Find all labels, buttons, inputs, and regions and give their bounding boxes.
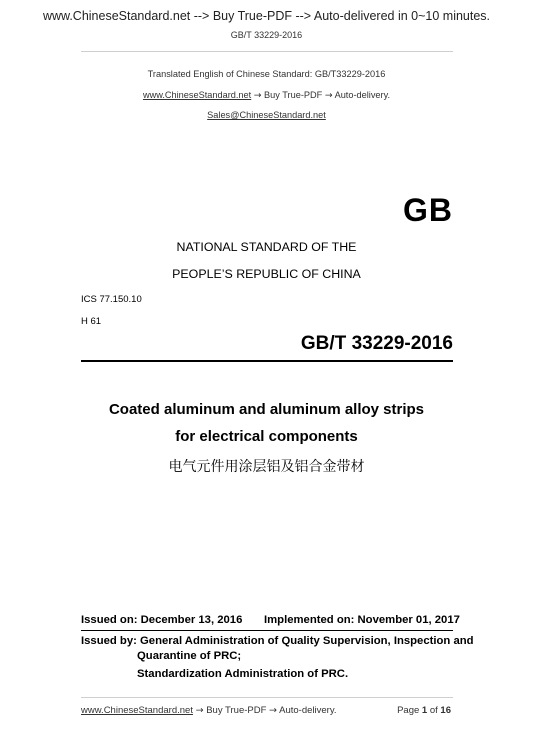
issue-divider: [81, 630, 453, 631]
implemented-on: Implemented on: November 01, 2017: [264, 614, 460, 626]
footer-divider: [81, 697, 453, 698]
buy-pdf-text: Buy True-PDF: [264, 90, 323, 100]
page-current: 1: [421, 705, 428, 716]
page-label: Page: [397, 705, 420, 716]
email-link[interactable]: Sales@ChineseStandard.net: [207, 110, 326, 120]
standard-number: GB/T 33229-2016: [300, 333, 453, 354]
translation-note: Translated English of Chinese Standard: GB/T33229-2016: [147, 69, 386, 79]
issued-on: Issued on: December 13, 2016: [81, 614, 243, 626]
arrow-icon: →: [324, 90, 333, 101]
issued-by-line3: Standardization Administration of PRC.: [137, 668, 349, 680]
issued-by: Issued by: General Administration of Quality Supervision, Inspection and: [81, 635, 474, 647]
title-line1: Coated aluminum and aluminum alloy strips: [108, 401, 425, 418]
page-indicator: [397, 705, 451, 716]
header-divider: [81, 51, 453, 52]
arrow-icon: →: [253, 90, 262, 101]
translation-links: [0, 90, 533, 101]
national-standard-line2: PEOPLE’S REPUBLIC OF CHINA: [172, 267, 361, 281]
h-code: H 61: [81, 316, 102, 327]
page-total: 16: [440, 705, 451, 716]
footer-site-link[interactable]: www.ChineseStandard.net: [81, 705, 193, 716]
issued-by-line2: Quarantine of PRC;: [137, 650, 242, 662]
page-of: of: [429, 705, 438, 716]
auto-delivery-text: Auto-delivery.: [334, 90, 391, 100]
footer-links: [81, 705, 337, 716]
title-chinese: 电气元件用涂层铝及铝合金带材: [168, 459, 365, 475]
title-divider: [81, 360, 453, 362]
top-banner: www.ChineseStandard.net --> Buy True-PDF --> Auto-delivered in 0~10 minutes.: [42, 9, 491, 23]
national-standard-line1: NATIONAL STANDARD OF THE: [176, 240, 357, 254]
arrow-icon: →: [195, 705, 204, 716]
ics-code: ICS 77.150.10: [81, 294, 142, 305]
email-row: [0, 110, 533, 120]
title-line2: for electrical components: [175, 428, 358, 445]
gb-mark: GB: [403, 192, 453, 228]
arrow-icon: →: [269, 705, 278, 716]
footer-buy-text: Buy True-PDF: [206, 705, 267, 716]
footer-auto-text: Auto-delivery.: [279, 705, 337, 716]
site-link[interactable]: www.ChineseStandard.net: [142, 90, 252, 100]
header-standard-code: GB/T 33229-2016: [230, 30, 303, 40]
